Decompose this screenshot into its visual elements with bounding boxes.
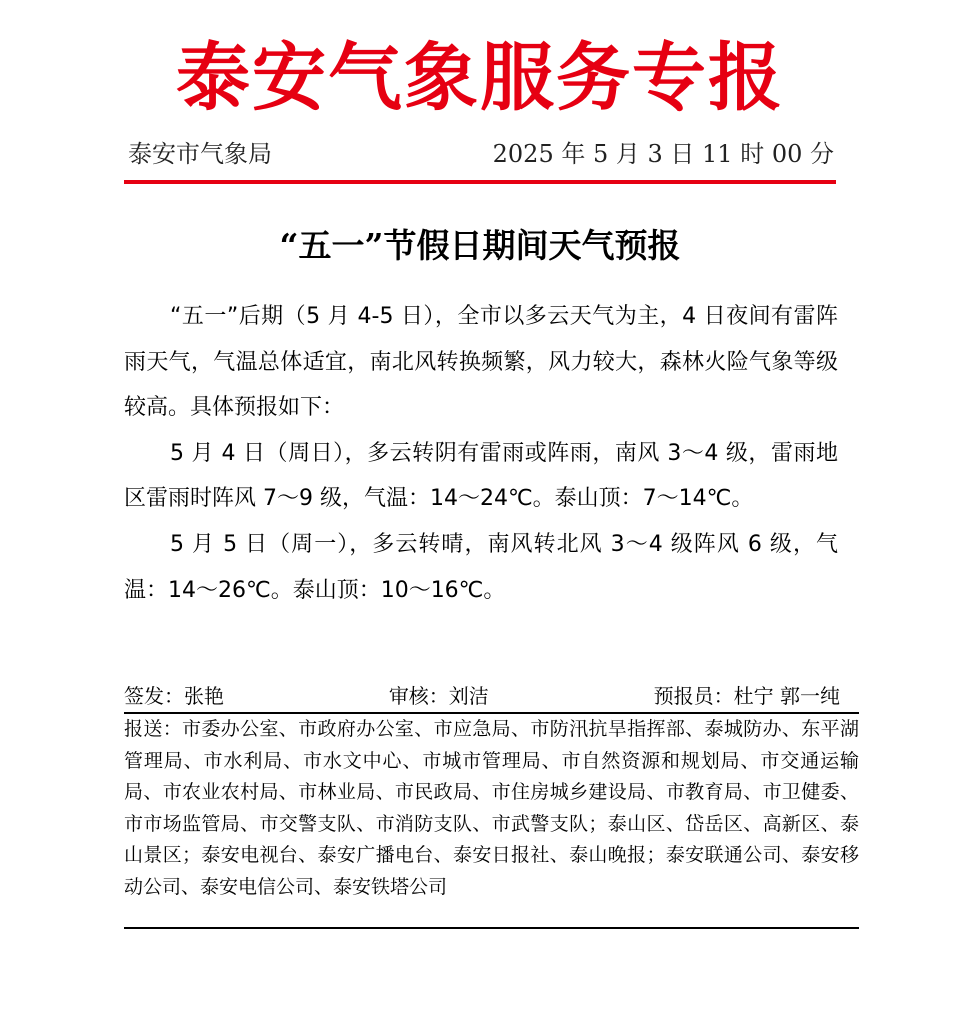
document-title: “五一”节假日期间天气预报 xyxy=(279,226,681,265)
reviewed-by: 审核：刘洁 xyxy=(388,684,489,708)
body-paragraph-overview: “五一”后期（5 月 4-5 日），全市以多云天气为主，4 日夜间有雷阵雨天气，气温总体适宜，南北风转换频繁，风力较大，森林火险气象等级较高。具体预报如下： xyxy=(124,304,838,421)
body-paragraph-may4: 5 月 4 日（周日），多云转阴有雷雨或阵雨，南风 3～4 级，雷雨地区雷雨时阵风 7～9 级，气温：14～24℃。泰山顶：7～14℃。 xyxy=(124,440,838,512)
body-paragraph-may5: 5 月 5 日（周一），多云转晴，南风转北风 3～4 级阵风 6 级，气温：14～26℃。泰山顶：10～16℃。 xyxy=(124,531,838,603)
masthead-title: 泰安气象服务专报 xyxy=(176,35,784,121)
signed-by: 签发：张艳 xyxy=(124,684,224,708)
forecast-body xyxy=(124,294,838,613)
distribution-list: 报送：市委办公室、市政府办公室、市应急局、市防汛抗旱指挥部、泰城防办、东平湖管理局、市水利局、市水文中心、市城市管理局、市自然资源和规划局、市交通运输局、市农业农村局、市林业局、市民政局、市住房城乡建设局、市教育局、市卫健委、市市场监管局、市交警支队、市消防支队、市武警支队；泰山区、岱岳区、高新区、泰山景区；泰安电视台、泰安广播电台、泰安日报社、泰山晚报；泰安联通公司、泰安移动公司、泰安电信公司、泰安铁塔公司 xyxy=(124,718,859,898)
issue-time: 2025 年 5 月 3 日 11 时 00 分 xyxy=(492,140,834,168)
issuer-name: 泰安市气象局 xyxy=(128,140,272,168)
red-divider xyxy=(124,180,836,184)
issue-info-row xyxy=(128,138,834,170)
forecasters: 预报员：杜宁 郭一纯 xyxy=(653,684,840,708)
distribution-bottom-rule xyxy=(124,927,859,929)
signature-row xyxy=(124,680,840,712)
